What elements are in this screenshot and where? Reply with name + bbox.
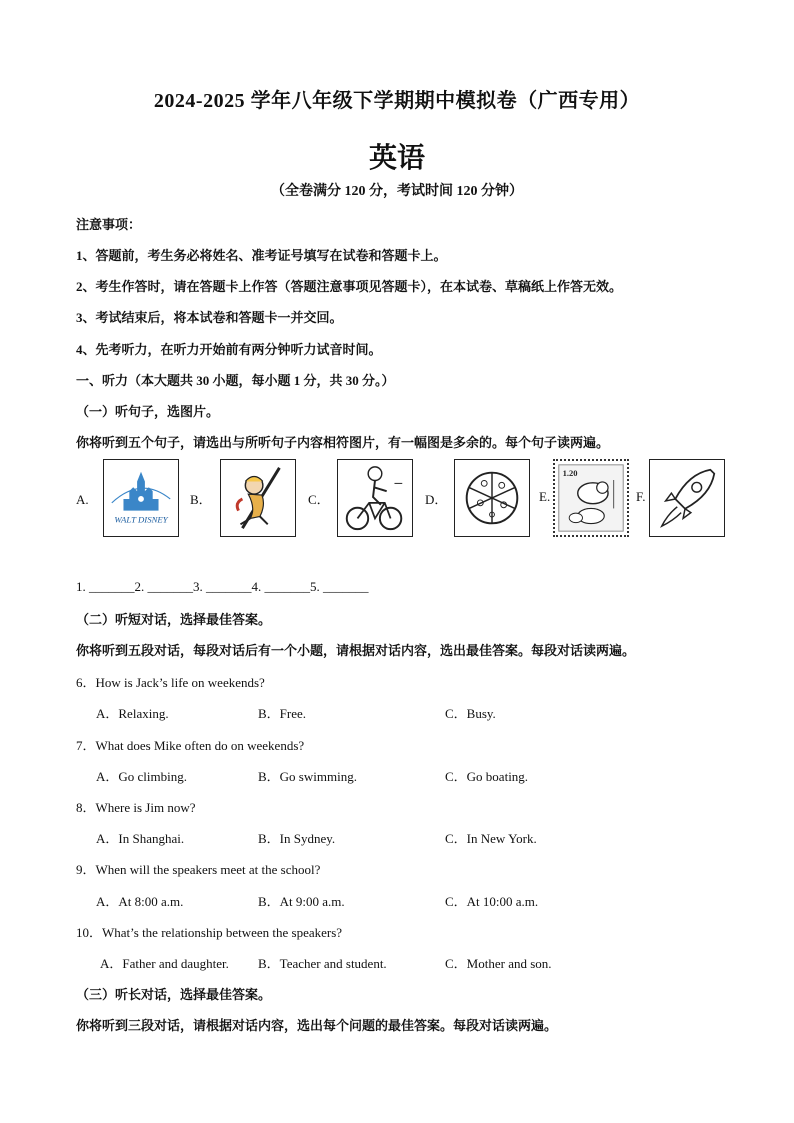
notes-heading: 注意事项： — [76, 217, 142, 232]
option-7a[interactable]: A．Go climbing. — [96, 769, 187, 784]
question-7: 7．What does Mike often do on weekends? — [76, 738, 305, 753]
rocket-icon — [649, 459, 725, 537]
pig-stamp-icon — [553, 459, 629, 537]
option-7b[interactable]: B．Go swimming. — [258, 769, 357, 784]
option-9b[interactable]: B．At 9:00 a.m. — [258, 894, 345, 909]
question-8: 8．Where is Jim now? — [76, 800, 196, 815]
stamp-value: 1.20 — [562, 468, 578, 479]
part-instruction: 你将听到三段对话，请根据对话内容，选出每个问题的最佳答案。每段对话读两遍。 — [76, 1018, 558, 1033]
picture-label-d: D． — [425, 492, 448, 507]
disney-logo-text: WALT DISNEY — [114, 514, 168, 525]
option-6a[interactable]: A．Relaxing. — [96, 706, 169, 721]
option-10a[interactable]: A．Father and daughter. — [100, 956, 229, 971]
part-instruction: 你将听到五段对话，每段对话后有一个小题，请根据对话内容，选出最佳答案。每段对话读两遍。 — [76, 643, 636, 658]
question-9: 9．When will the speakers meet at the school? — [76, 862, 321, 877]
disney-castle-icon — [103, 459, 179, 537]
part-heading: （二）听短对话，选择最佳答案。 — [76, 612, 272, 627]
part-heading: （三）听长对话，选择最佳答案。 — [76, 987, 272, 1002]
option-10b[interactable]: B．Teacher and student. — [258, 956, 387, 971]
option-9a[interactable]: A．At 8:00 a.m. — [96, 894, 184, 909]
note-item: 1、答题前，考生务必将姓名、准考证号填写在试卷和答题卡上。 — [76, 248, 447, 263]
picture-label-c: C． — [308, 492, 330, 507]
subject-title: 英语 — [368, 141, 425, 174]
picture-label-b: B． — [190, 492, 212, 507]
part-instruction: 你将听到五个句子，请选出与所听句子内容相符图片，有一幅图是多余的。每个句子读两遍。 — [76, 435, 610, 450]
note-item: 4、先考听力，在听力开始前有两分钟听力试音时间。 — [76, 342, 382, 357]
option-6c[interactable]: C．Busy. — [445, 706, 496, 721]
exam-title: 2024-2025 学年八年级下学期期中模拟卷（广西专用） — [153, 90, 641, 112]
option-6b[interactable]: B．Free. — [258, 706, 307, 721]
boy-cycling-icon — [337, 459, 413, 537]
option-7c[interactable]: C．Go boating. — [445, 769, 529, 784]
question-6: 6．How is Jack’s life on weekends? — [76, 675, 265, 690]
option-9c[interactable]: C．At 10:00 a.m. — [445, 894, 539, 909]
option-10c[interactable]: C．Mother and son. — [445, 956, 552, 971]
picture-label-e: E. — [539, 489, 551, 504]
part-heading: （一）听句子，选图片。 — [76, 404, 220, 419]
pizza-icon — [454, 459, 530, 537]
option-8a[interactable]: A．In Shanghai. — [96, 831, 185, 846]
answer-blanks[interactable]: 1. _______2. _______3. _______4. _______5. _______ — [76, 579, 369, 594]
section-heading: 一、听力（本大题共 30 小题，每小题 1 分，共 30 分。） — [76, 373, 395, 388]
option-8b[interactable]: B．In Sydney. — [258, 831, 336, 846]
option-8c[interactable]: C．In New York. — [445, 831, 537, 846]
picture-label-a: A. — [76, 492, 89, 507]
note-item: 3、考试结束后，将本试卷和答题卡一并交回。 — [76, 310, 343, 325]
note-item: 2、考生作答时，请在答题卡上作答（答题注意事项见答题卡），在本试卷、草稿纸上作答无效。 — [76, 279, 623, 294]
picture-label-f: F. — [636, 489, 646, 504]
exam-info: （全卷满分 120 分，考试时间 120 分钟） — [271, 184, 523, 199]
monkey-king-icon — [220, 459, 296, 537]
question-10: 10．What’s the relationship between the speakers? — [76, 925, 343, 940]
